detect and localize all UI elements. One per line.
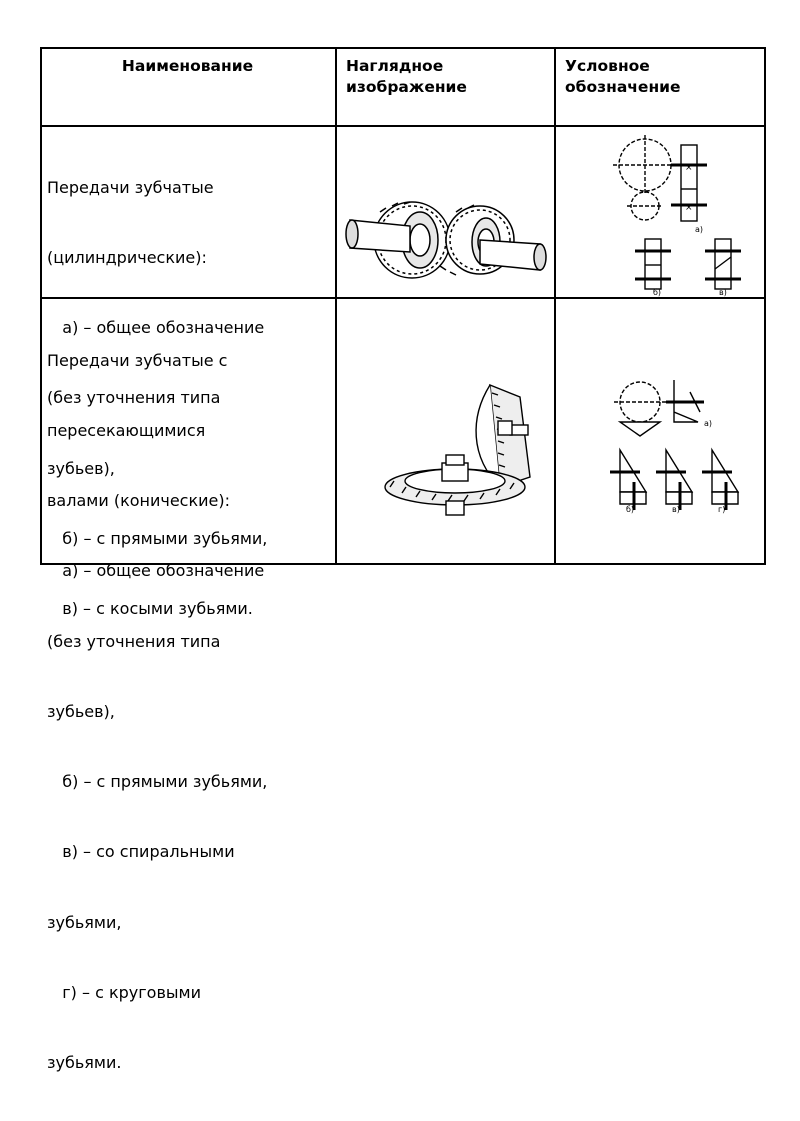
header-symbol [565, 56, 760, 98]
row-bevel-name [47, 302, 333, 1121]
symbol-label-c: в) [719, 288, 727, 297]
row1-line: (без уточнения типа [47, 388, 221, 408]
row2-line: зубьев), [47, 701, 115, 721]
row2-line: г) – с круговыми [47, 982, 201, 1002]
bevel-gear-symbols [600, 372, 760, 512]
table-border-top [40, 47, 766, 49]
symbol-label-b: б) [626, 505, 635, 514]
header-symbol-line-1: Условное [565, 57, 650, 75]
bevel-gear-pair-illustration [380, 377, 530, 517]
header-visual-line-1: Наглядное [346, 57, 444, 75]
header-name [40, 56, 335, 77]
row1-line: зубьев), [47, 458, 115, 478]
symbol-label-a: а) [695, 225, 704, 234]
row1-line: б) – с прямыми зубьями, [47, 528, 268, 548]
header-visual-line-2: изображение [346, 78, 467, 96]
header-visual-image [346, 56, 546, 98]
row1-line: (цилиндрические): [47, 248, 207, 268]
symbol-label-d: г) [718, 505, 726, 514]
svg-text:×: × [685, 163, 693, 173]
row1-line: в) – с косыми зубьями. [47, 599, 253, 619]
header-symbol-line-2: обозначение [565, 78, 681, 96]
row2-line: в) – со спиральными [47, 842, 235, 862]
row2-line: б) – с прямыми зубьями, [47, 772, 268, 792]
row2-line: валами (конические): [47, 491, 231, 511]
row2-line: зубьями, [47, 912, 122, 932]
cylindrical-gear-symbols [595, 135, 755, 295]
header-name-line: Наименование [121, 57, 254, 75]
cylindrical-gear-pair-illustration [340, 182, 550, 292]
row1-line: а) – общее обозначение [47, 318, 265, 338]
row2-line: зубьями. [47, 1053, 122, 1072]
symbol-label-b: б) [653, 288, 662, 297]
symbol-label-c: в) [672, 505, 680, 514]
row2-line: Передачи зубчатые с [47, 350, 228, 370]
row2-line: а) – общее обозначение [47, 561, 265, 581]
row1-line: Передачи зубчатые [47, 177, 214, 197]
symbol-label-a: а) [704, 419, 713, 428]
gear-symbols-table [40, 47, 766, 1072]
row2-line: (без уточнения типа [47, 631, 221, 651]
row2-line: пересекающимися [47, 421, 206, 441]
table-header-divider [40, 125, 766, 127]
svg-text:×: × [685, 203, 693, 213]
